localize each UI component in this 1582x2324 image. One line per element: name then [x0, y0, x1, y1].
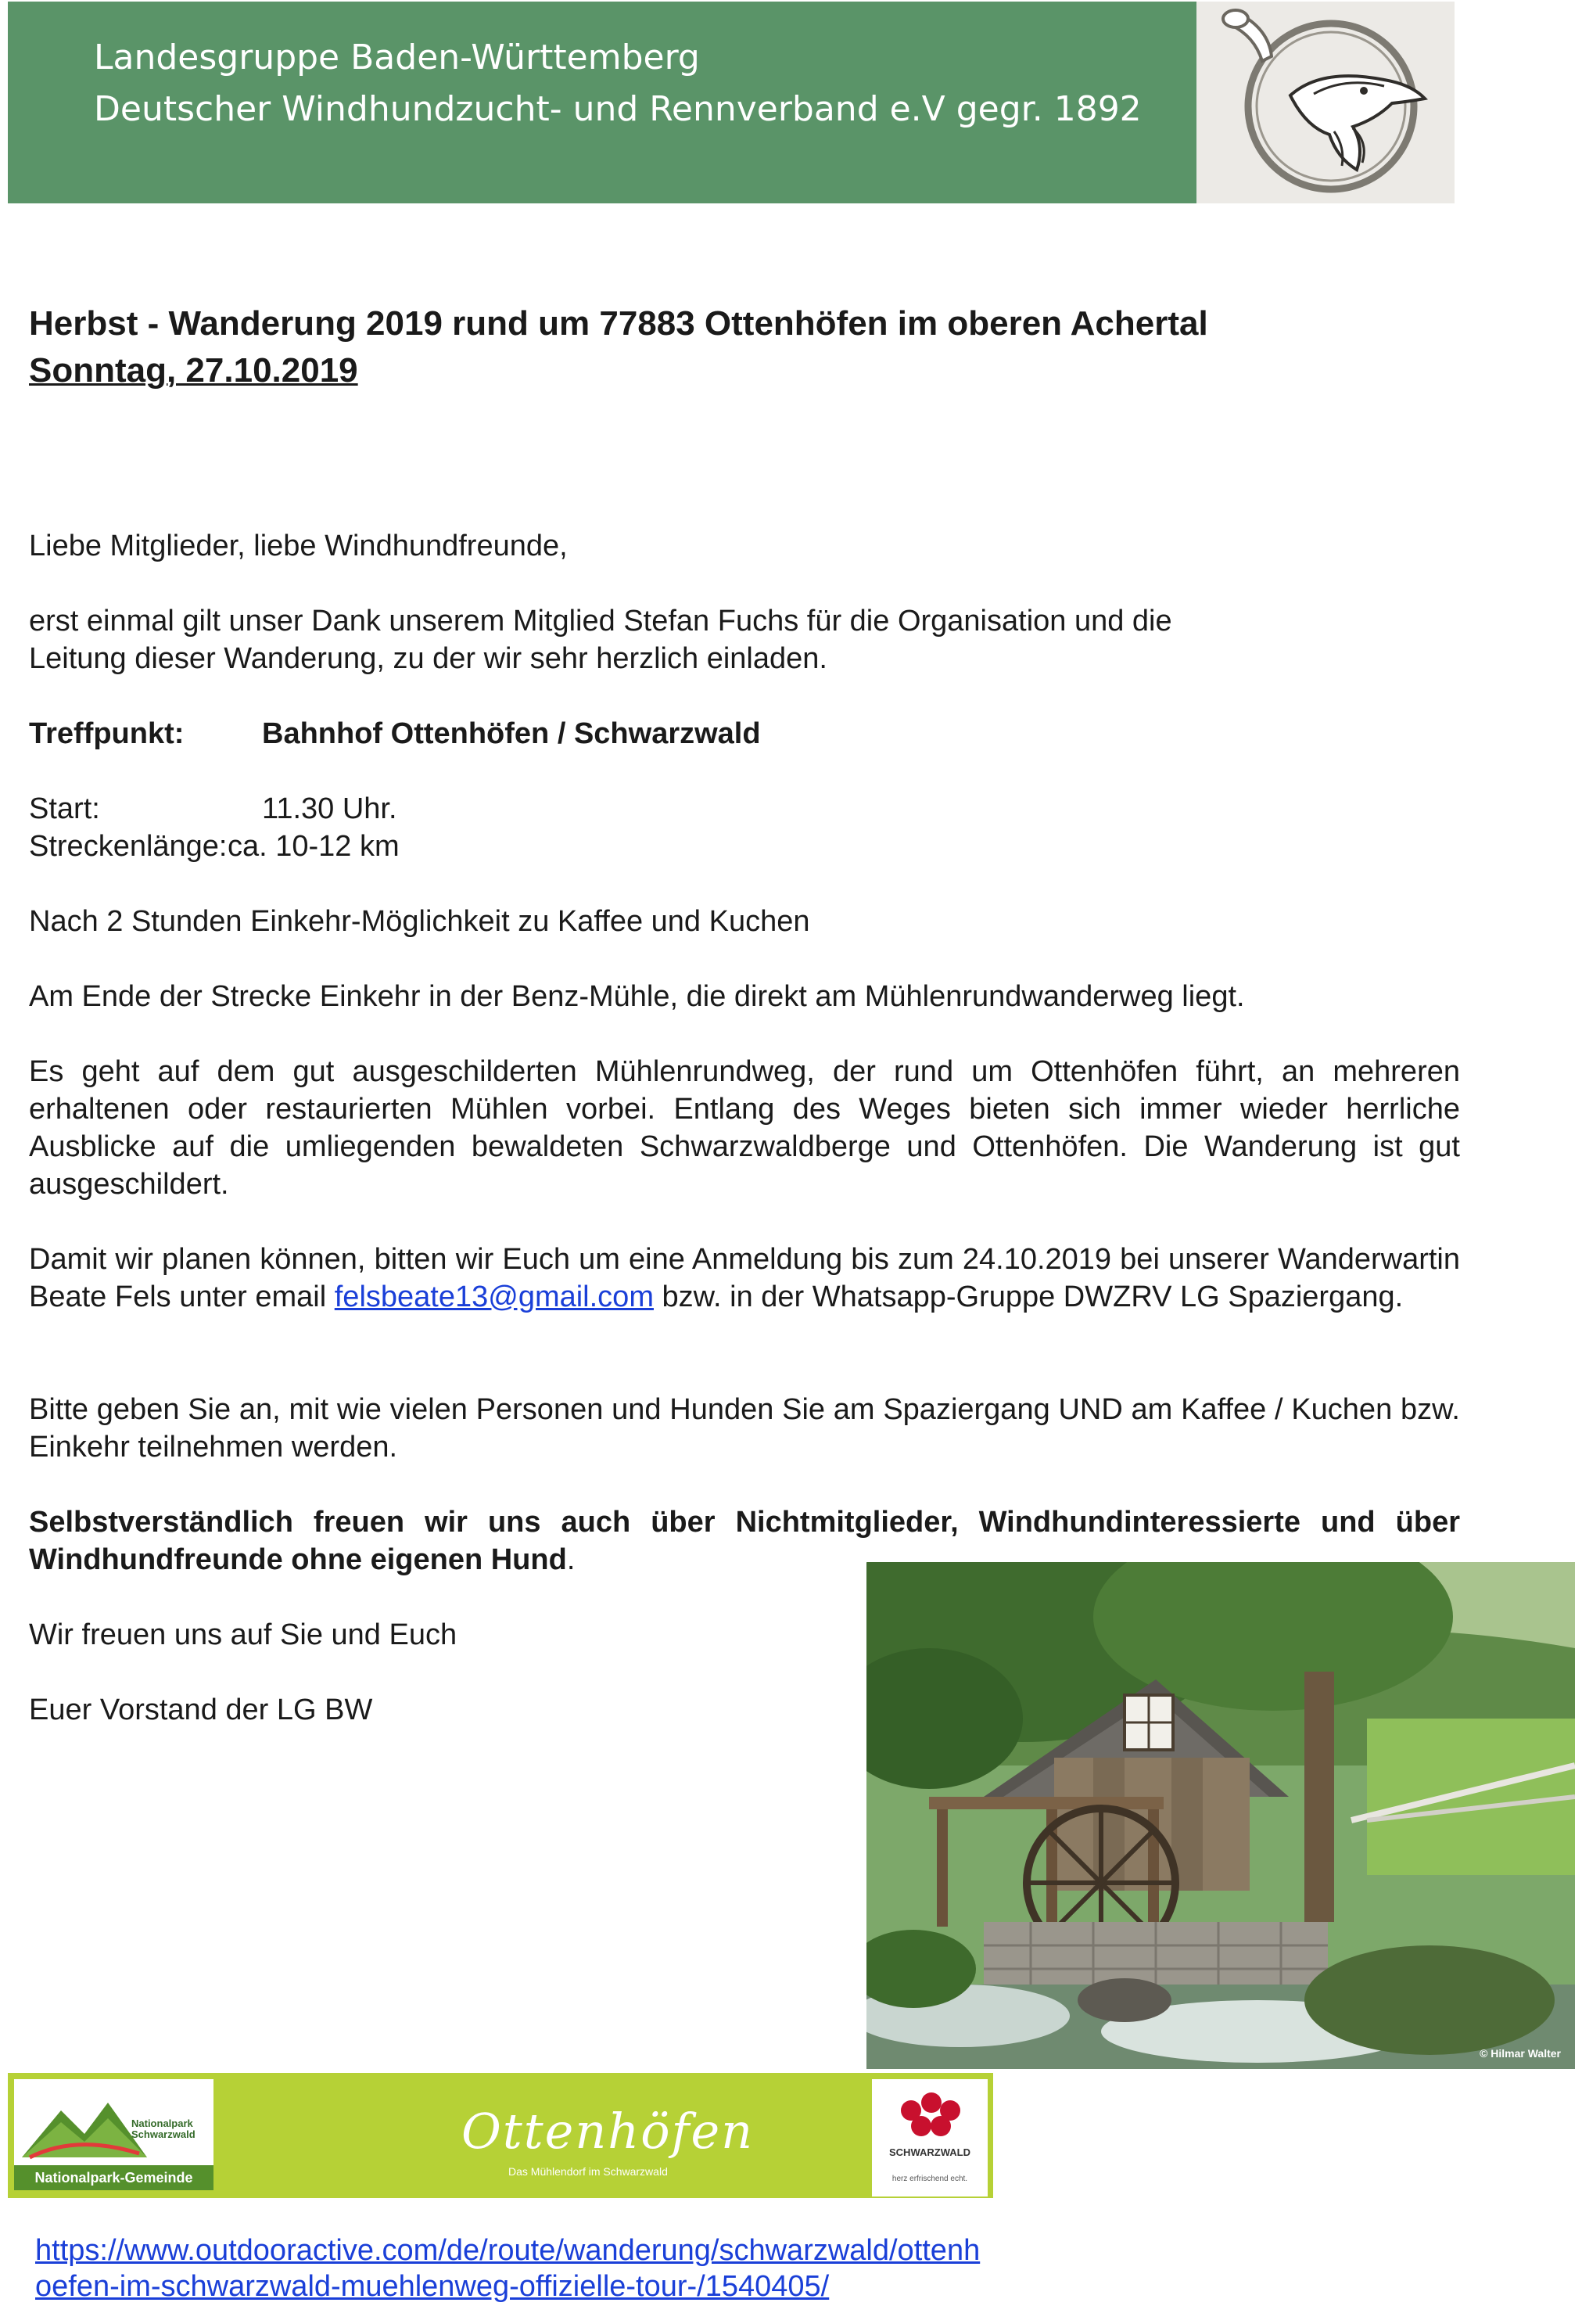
- registration-text: [29, 1241, 1460, 1316]
- schwarzwald-label: SCHWARZWALD: [889, 2146, 970, 2158]
- nationalpark-logo: [14, 2079, 213, 2190]
- route-link[interactable]: [35, 2232, 980, 2304]
- start-time: 11.30 Uhr.: [262, 792, 397, 825]
- event-date: Sonntag, 27.10.2019: [29, 351, 358, 390]
- greyhound-horn-logo: [1196, 2, 1455, 203]
- nationalpark-banner: [8, 2073, 993, 2198]
- water-mill-photo: [866, 1562, 1575, 2069]
- header-org-name: Landesgruppe Baden-Württemberg: [94, 38, 700, 77]
- meeting-point-label: Treffpunkt:: [29, 717, 185, 750]
- non-members-period: .: [566, 1543, 576, 1576]
- route-link-line-1[interactable]: https://www.outdooractive.com/de/route/wanderung/schwarzwald/ottenh: [35, 2234, 981, 2267]
- registration-email-link[interactable]: felsbeate13@gmail.com: [334, 1281, 654, 1313]
- town-slogan: Das Mühlendorf im Schwarzwald: [508, 2165, 668, 2178]
- distance-label: Streckenlänge:: [29, 830, 228, 863]
- distance-value: ca. 10-12 km: [228, 830, 400, 863]
- schwarzwald-logo: [872, 2079, 988, 2196]
- photo-credit: © Hilmar Walter: [1480, 2047, 1561, 2060]
- signature-line: Euer Vorstand der LG BW: [29, 1694, 373, 1726]
- route-description: Es geht auf dem gut ausgeschilderten Mühlenrundweg, der rund um Ottenhöfen führt, an mehreren erhaltenen oder restaurierten Mühlen vorbei. Entlang des Weges bieten sich immer wieder herrliche Ausblicke auf die umliegenden bewaldeten Schwarzwaldberge und Ottenhöfen. Die Wanderung ist gut ausgeschildert.: [29, 1055, 1460, 1201]
- header-banner: [8, 2, 1196, 203]
- schwarzwald-slogan: herz erfrischend echt.: [891, 2175, 968, 2183]
- greeting: Liebe Mitglieder, liebe Windhundfreunde,: [29, 530, 568, 562]
- intro-line-1: erst einmal gilt unser Dank unserem Mitglied Stefan Fuchs für die Organisation und die: [29, 605, 1172, 638]
- registration-text-before: Damit wir planen können, bitten wir Euch um eine Anmeldung bis zum 24.10.2019 bei unserer Wanderwartin Beate Fels unter email: [29, 1243, 1460, 1313]
- participation-request: Bitte geben Sie an, mit wie vielen Personen und Hunden Sie am Spaziergang UND am Kaffee / Kuchen bzw. Einkehr teilnehmen werden.: [29, 1393, 1460, 1464]
- event-title: [29, 300, 1208, 394]
- non-members-text: Selbstverständlich freuen wir uns auch über Nichtmitglieder, Windhundinteressierte und über Windhundfreunde ohne eigenen Hund: [29, 1506, 1460, 1576]
- closing-line: Wir freuen uns auf Sie und Euch: [29, 1618, 457, 1651]
- end-stop-text: Am Ende der Strecke Einkehr in der Benz-Mühle, die direkt am Mühlenrundwanderweg liegt.: [29, 980, 1245, 1013]
- registration-text-after: bzw. in der Whatsapp-Gruppe DWZRV LG Spaziergang.: [653, 1281, 1404, 1313]
- route-link-line-2[interactable]: oefen-im-schwarzwald-muehlenweg-offizielle-tour-/1540405/: [35, 2270, 830, 2303]
- nationalpark-name: Nationalpark Schwarzwald: [131, 2117, 196, 2140]
- header-org-subtitle: Deutscher Windhundzucht- und Rennverband e.V gegr. 1892: [94, 89, 1142, 129]
- nationalpark-gemeinde-label: Nationalpark-Gemeinde: [14, 2165, 213, 2190]
- break-stop-text: Nach 2 Stunden Einkehr-Möglichkeit zu Kaffee und Kuchen: [29, 905, 810, 938]
- event-title-line: Herbst - Wanderung 2019 rund um 77883 Ottenhöfen im oberen Achertal: [29, 304, 1208, 343]
- meeting-point-value: Bahnhof Ottenhöfen / Schwarzwald: [262, 717, 761, 750]
- town-wordmark: Ottenhöfen: [461, 2103, 755, 2160]
- start-label: Start:: [29, 792, 100, 825]
- intro-line-2: Leitung dieser Wanderung, zu der wir sehr herzlich einladen.: [29, 642, 827, 675]
